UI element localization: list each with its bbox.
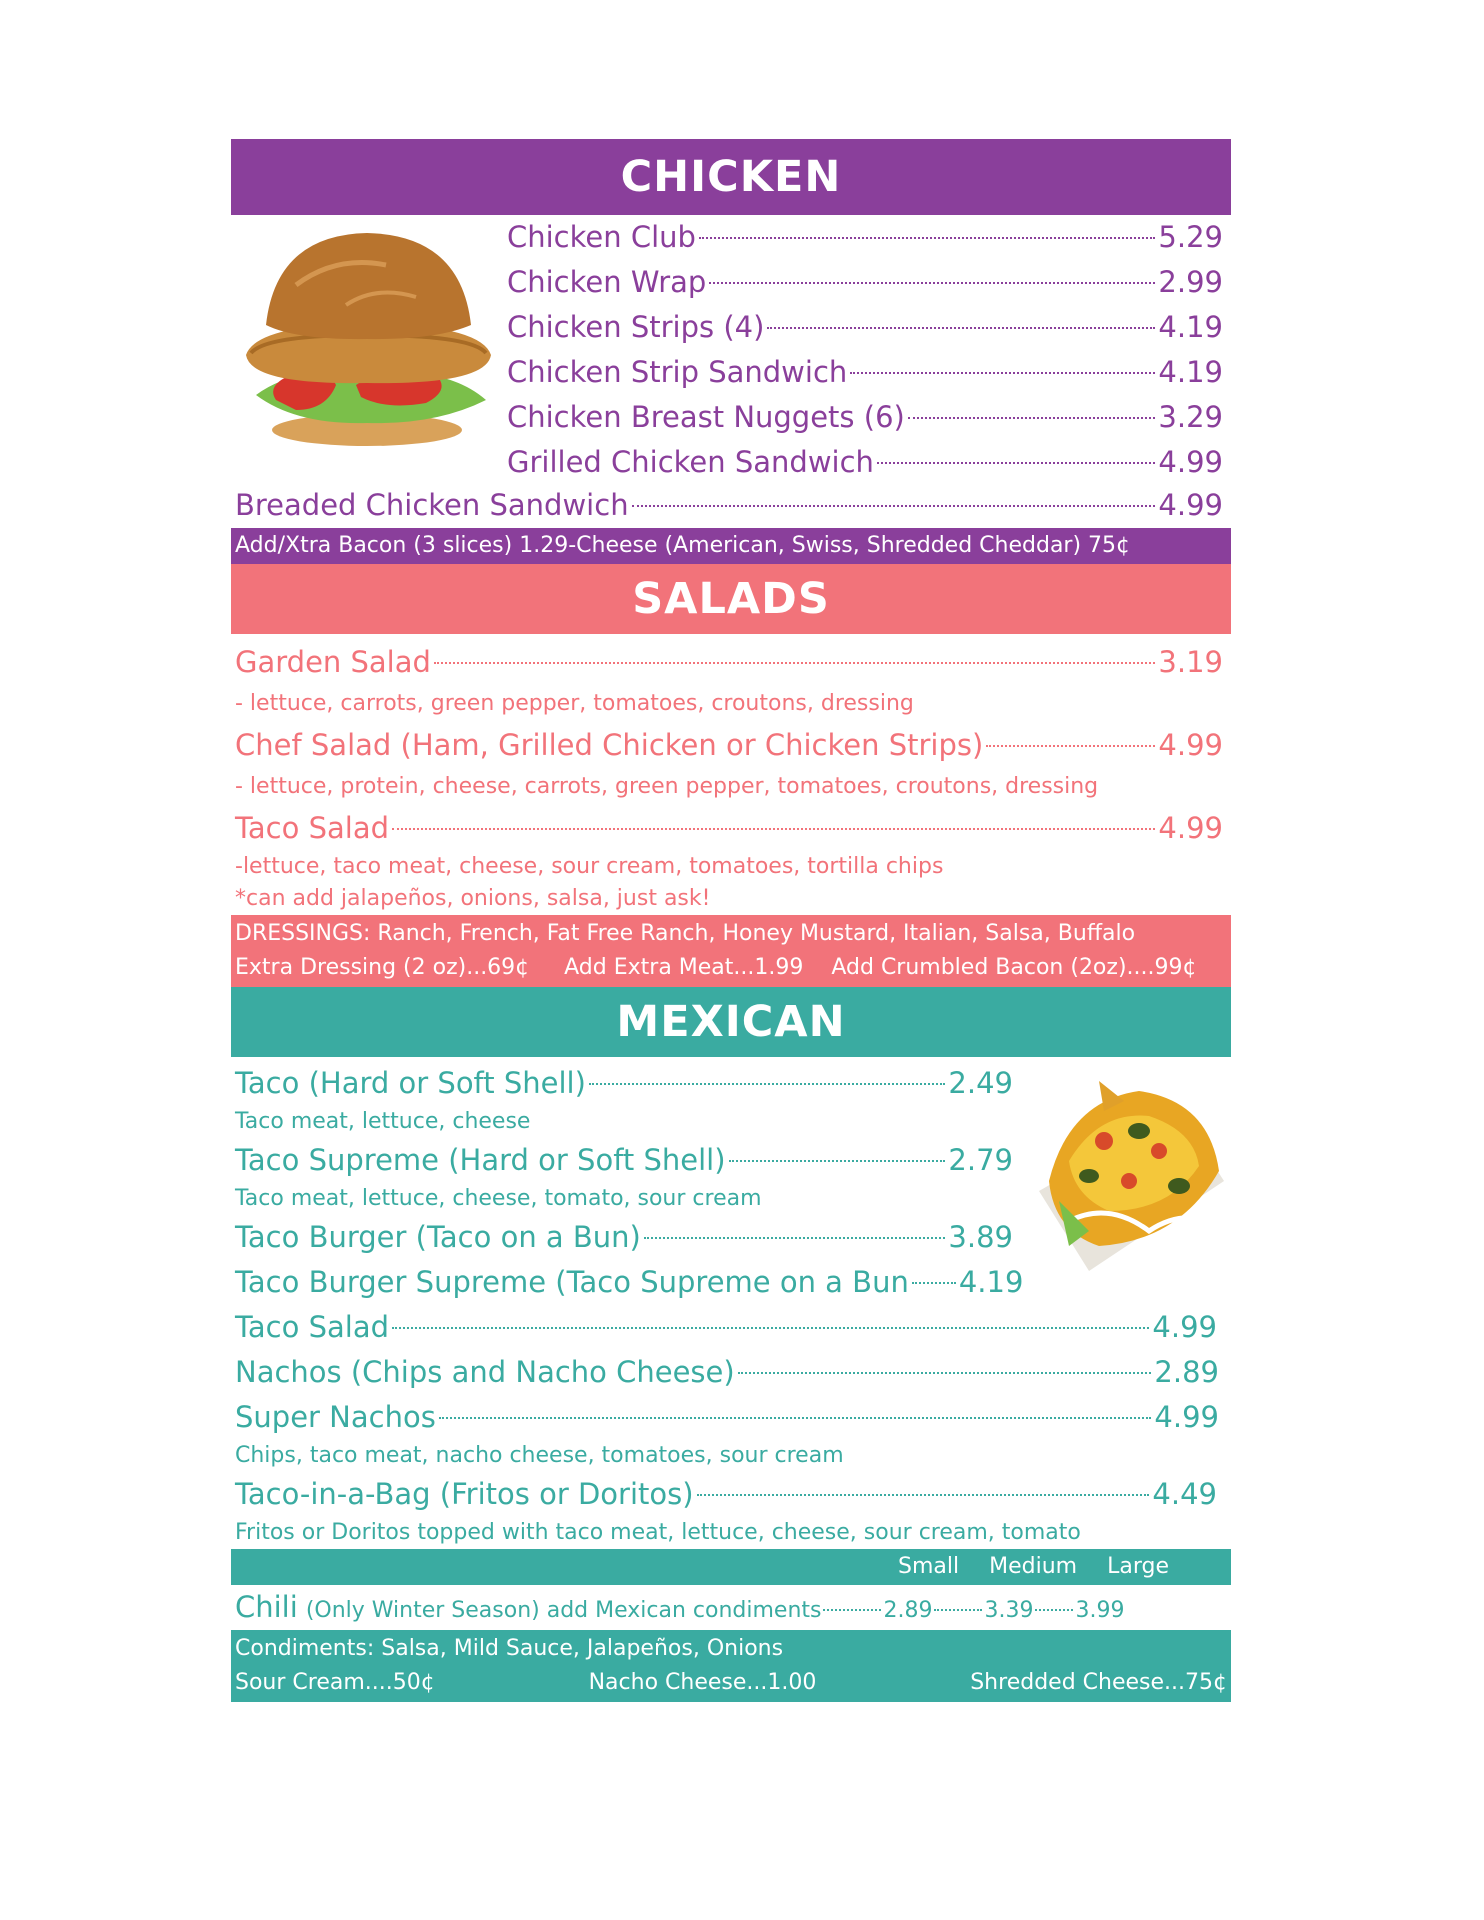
chicken-item: Chicken Strips (4) 4.19: [507, 310, 1223, 344]
chicken-section: [231, 215, 1231, 483]
mexican-item: Taco (Hard or Soft Shell) 2.49: [235, 1066, 1013, 1100]
chicken-item: Grilled Chicken Sandwich 4.99: [507, 445, 1223, 479]
size-small: Small: [898, 1554, 960, 1579]
dressings-strip: [231, 915, 1231, 987]
salad-item: Chef Salad (Ham, Grilled Chicken or Chicken Strips) 4.99: [235, 728, 1223, 762]
chili-name: Chili: [235, 1590, 298, 1624]
salad-item: Garden Salad 3.19: [235, 645, 1223, 679]
breaded-chicken-item: Breaded Chicken Sandwich 4.99: [235, 488, 1223, 522]
mexican-header: MEXICAN: [231, 987, 1231, 1057]
chili-size-header: [231, 1549, 1231, 1585]
extras-line: Extra Dressing (2 oz)...69¢ Add Extra Meat...1.99 Add Crumbled Bacon (2oz)....99¢: [235, 955, 1197, 980]
chicken-item: Chicken Club 5.29: [507, 220, 1223, 254]
salad-desc: - lettuce, protein, cheese, carrots, green pepper, tomatoes, croutons, dressing: [235, 774, 1099, 799]
nachos-image: [1029, 1071, 1229, 1285]
mexican-item: Taco Burger (Taco on a Bun) 3.89: [235, 1220, 1013, 1254]
dressings-line: DRESSINGS: Ranch, French, Fat Free Ranch, Honey Mustard, Italian, Salsa, Buffalo: [235, 921, 1136, 946]
mexican-item: Nachos (Chips and Nacho Cheese) 2.89: [235, 1355, 1219, 1389]
chili-price-small: 2.89: [883, 1598, 933, 1623]
salad-item: Taco Salad 4.99: [235, 811, 1223, 845]
salads-section: [231, 634, 1231, 915]
salad-note: *can add jalapeños, onions, salsa, just ask!: [235, 886, 711, 911]
size-medium: Medium: [989, 1554, 1078, 1579]
nacho-cheese-price: Nacho Cheese...1.00: [588, 1670, 817, 1695]
salad-desc: -lettuce, taco meat, cheese, sour cream, tomatoes, tortilla chips: [235, 854, 944, 879]
shredded-cheese-price: Shredded Cheese...75¢: [970, 1670, 1227, 1695]
size-large: Large: [1107, 1554, 1169, 1579]
sour-cream-price: Sour Cream....50¢: [235, 1670, 435, 1695]
salad-desc: - lettuce, carrots, green pepper, tomatoes, croutons, dressing: [235, 691, 914, 716]
mexican-item: Super Nachos 4.99: [235, 1400, 1219, 1434]
chicken-item: Chicken Breast Nuggets (6) 3.29: [507, 400, 1223, 434]
chili-price-medium: 3.39: [984, 1598, 1034, 1623]
mexican-desc: Taco meat, lettuce, cheese: [235, 1109, 531, 1134]
mexican-item: Taco Burger Supreme (Taco Supreme on a Bun 4.19: [235, 1265, 1024, 1299]
mexican-section: [231, 1057, 1231, 1549]
chili-note: (Only Winter Season) add Mexican condiments: [305, 1598, 822, 1623]
mexican-item: Taco-in-a-Bag (Fritos or Doritos) 4.49: [235, 1477, 1217, 1511]
mexican-item: Taco Supreme (Hard or Soft Shell) 2.79: [235, 1143, 1013, 1177]
mexican-item: Taco Salad 4.99: [235, 1310, 1217, 1344]
chili-price-large: 3.99: [1075, 1598, 1125, 1623]
chicken-header: CHICKEN: [231, 139, 1231, 215]
salads-header: SALADS: [231, 564, 1231, 634]
condiments-line: Condiments: Salsa, Mild Sauce, Jalapeños, Onions: [235, 1636, 784, 1661]
mexican-desc: Taco meat, lettuce, cheese, tomato, sour cream: [235, 1186, 762, 1211]
chili-row: [231, 1585, 1231, 1630]
chicken-sandwich-image: [236, 225, 498, 453]
menu: [231, 139, 1231, 1702]
chicken-list: [507, 215, 1223, 485]
chicken-item: Chicken Wrap 2.99: [507, 265, 1223, 299]
mexican-desc: Chips, taco meat, nacho cheese, tomatoes, sour cream: [235, 1443, 844, 1468]
mexican-desc: Fritos or Doritos topped with taco meat, lettuce, cheese, sour cream, tomato: [235, 1520, 1081, 1545]
chicken-item: Chicken Strip Sandwich 4.19: [507, 355, 1223, 389]
chicken-addons: Add/Xtra Bacon (3 slices) 1.29-Cheese (American, Swiss, Shredded Cheddar) 75¢: [231, 528, 1231, 564]
condiments-strip: [231, 1630, 1231, 1702]
